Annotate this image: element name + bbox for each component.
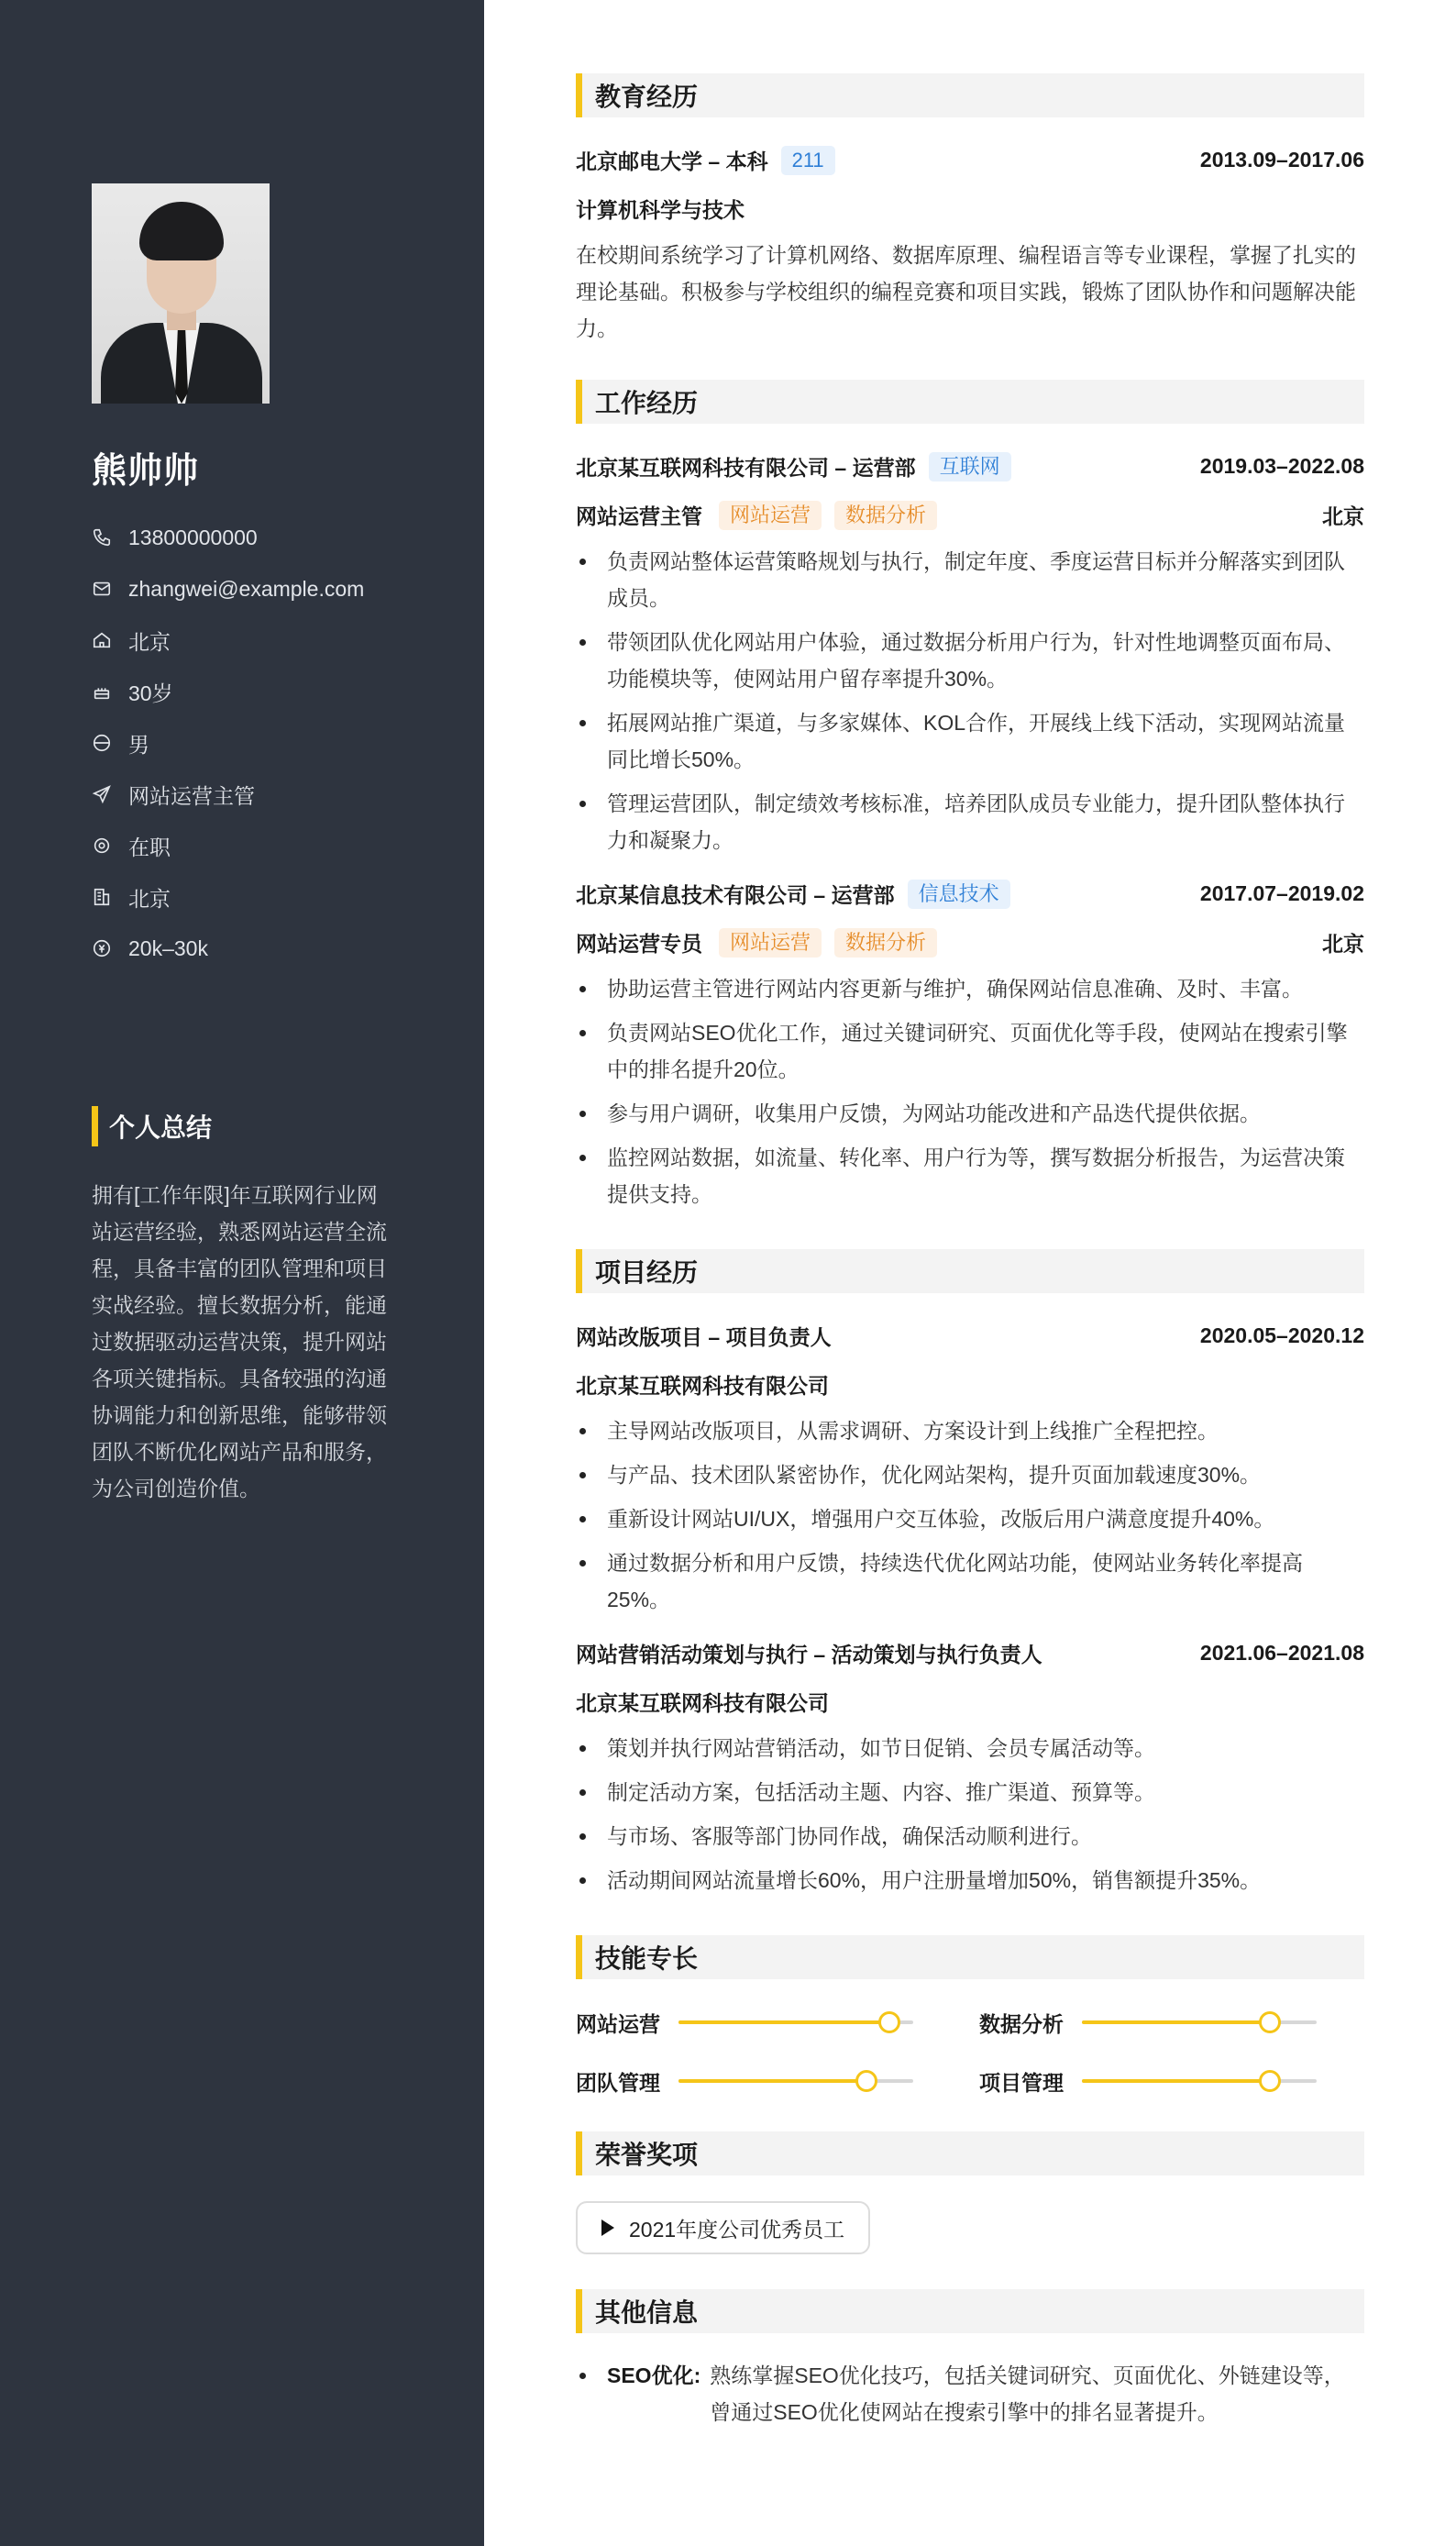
industry-tag: 互联网 (929, 452, 1011, 482)
info-email: zhangwei@example.com (92, 563, 364, 614)
home-icon (92, 630, 112, 650)
skill-bar (1082, 2079, 1317, 2083)
salary-icon (92, 938, 112, 958)
candidate-name: 熊帅帅 (92, 452, 200, 491)
work-entry (576, 451, 1364, 858)
section-projects-heading: 项目经历 (576, 1249, 1364, 1293)
avatar-photo (92, 183, 270, 404)
contact-info-list (92, 512, 364, 974)
skill-bar (1082, 2020, 1317, 2024)
list-item: 管理运营团队，制定绩效考核标准，培养团队成员专业能力，提升团队整体执行力和凝聚力。 (576, 785, 1364, 858)
skill-name: 团队管理 (576, 2070, 660, 2095)
work-entry (576, 879, 1364, 1212)
list-item: 协助运营主管进行网站内容更新与维护，确保网站信息准确、及时、丰富。 (576, 970, 1364, 1007)
skill-tag: 网站运营 (719, 928, 822, 958)
skill-bar (678, 2020, 913, 2024)
section-other-heading: 其他信息 (576, 2289, 1364, 2333)
skill-bar (678, 2079, 913, 2083)
other-info-key: SEO优化: (607, 2363, 701, 2387)
section-awards-heading: 荣誉奖项 (576, 2131, 1364, 2175)
list-item: 负责网站SEO优化工作，通过关键词研究、页面优化等手段，使网站在搜索引擎中的排名提升20位。 (576, 1014, 1364, 1088)
info-location: 北京 (92, 614, 364, 666)
skill-knob (1259, 2070, 1281, 2092)
skills-grid (576, 2007, 1364, 2097)
gender-icon (92, 733, 112, 753)
send-icon (92, 784, 112, 804)
list-item: 策划并执行网站营销活动，如节日促销、会员专属活动等。 (576, 1730, 1364, 1766)
project-date: 2020.05–2020.12 (1199, 1323, 1364, 1347)
other-info-text: 熟练掌握SEO优化技巧，包括关键词研究、页面优化、外链建设等，曾通过SEO优化使网站在搜索引擎中的排名显著提升。 (710, 2363, 1345, 2424)
job-position: 网站运营主管 (576, 504, 702, 528)
skill-name: 网站运营 (576, 2011, 660, 2036)
skill-knob (1259, 2011, 1281, 2033)
building-icon (92, 887, 112, 907)
accent-bar (576, 2289, 582, 2333)
skill-name: 数据分析 (979, 2011, 1064, 2036)
list-item: 监控网站数据，如流量、转化率、用户行为等，撰写数据分析报告，为运营决策提供支持。 (576, 1139, 1364, 1212)
skill-tag: 数据分析 (834, 928, 937, 958)
list-item: 通过数据分析和用户反馈，持续迭代优化网站功能，使网站业务转化率提高25%。 (576, 1544, 1364, 1618)
skill-item (576, 2065, 979, 2097)
project-bullets (576, 1730, 1364, 1898)
accent-bar (576, 73, 582, 117)
work-date: 2017.07–2019.02 (1199, 881, 1364, 905)
company-name: 北京某互联网科技有限公司 – 运营部 (576, 456, 916, 480)
info-gender: 男 (92, 717, 364, 769)
phone-icon (92, 527, 112, 548)
info-salary: 20k–30k (92, 923, 364, 974)
accent-bar (576, 2131, 582, 2175)
main-content (576, 73, 1364, 2430)
section-skills-heading: 技能专长 (576, 1935, 1364, 1979)
summary-text: 拥有[工作年限]年互联网行业网站运营经验，熟悉网站运营全流程，具备丰富的团队管理和项目实战经验。擅长数据分析，能通过数据驱动运营决策，提升网站各项关键指标。具备较强的沟通协调能力和创新思维，能够带领团队不断优化网站产品和服务，为公司创造价值。 (92, 1183, 387, 1500)
project-date: 2021.06–2021.08 (1199, 1641, 1364, 1665)
info-phone: 13800000000 (92, 512, 364, 563)
project-company: 北京某互联网科技有限公司 (576, 1691, 829, 1715)
project-title: 网站营销活动策划与执行 – 活动策划与执行负责人 (576, 1643, 1042, 1666)
info-work-city: 北京 (92, 871, 364, 923)
other-info-item (576, 2357, 1364, 2430)
project-title: 网站改版项目 – 项目负责人 (576, 1325, 832, 1349)
accent-bar (92, 1106, 98, 1146)
skill-knob (878, 2011, 900, 2033)
major: 计算机科学与技术 (576, 198, 745, 222)
work-date: 2019.03–2022.08 (1199, 454, 1364, 478)
project-bullets (576, 1412, 1364, 1618)
list-item: 负责网站整体运营策略规划与执行，制定年度、季度运营目标并分解落实到团队成员。 (576, 543, 1364, 616)
skill-item (979, 2065, 1364, 2097)
section-education-heading: 教育经历 (576, 73, 1364, 117)
work-bullets (576, 543, 1364, 858)
accent-bar (576, 1249, 582, 1293)
award-badge: 2021年度公司优秀员工 (576, 2201, 870, 2254)
list-item: 参与用户调研，收集用户反馈，为网站功能改进和产品迭代提供依据。 (576, 1095, 1364, 1132)
project-entry (576, 1638, 1364, 1898)
list-item: 与产品、技术团队紧密协作，优化网站架构，提升页面加载速度30%。 (576, 1456, 1364, 1493)
list-item: 主导网站改版项目，从需求调研、方案设计到上线推广全程把控。 (576, 1412, 1364, 1449)
cake-icon (92, 681, 112, 702)
job-city: 北京 (1322, 932, 1364, 956)
skill-knob (855, 2070, 877, 2092)
skill-item (576, 2007, 979, 2038)
education-entry-header (576, 145, 1364, 175)
job-city: 北京 (1322, 504, 1364, 528)
education-date: 2013.09–2017.06 (1199, 148, 1364, 172)
accent-bar (576, 1935, 582, 1979)
sidebar (0, 0, 484, 2546)
job-position: 网站运营专员 (576, 932, 702, 956)
info-status: 在职 (92, 820, 364, 871)
list-item: 与市场、客服等部门协同作战，确保活动顺利进行。 (576, 1818, 1364, 1854)
company-name: 北京某信息技术有限公司 – 运营部 (576, 883, 895, 907)
mail-icon (92, 579, 112, 599)
section-work-heading: 工作经历 (576, 380, 1364, 424)
work-bullets (576, 970, 1364, 1212)
list-item: 重新设计网站UI/UX，增强用户交互体验，改版后用户满意度提升40%。 (576, 1500, 1364, 1537)
project-company: 北京某互联网科技有限公司 (576, 1374, 829, 1398)
list-item: 带领团队优化网站用户体验，通过数据分析用户行为，针对性地调整页面布局、功能模块等，使网站用户留存率提升30%。 (576, 624, 1364, 697)
info-age: 30岁 (92, 666, 364, 717)
list-item: 拓展网站推广渠道，与多家媒体、KOL合作，开展线上线下活动，实现网站流量同比增长50%。 (576, 704, 1364, 778)
skill-tag: 数据分析 (834, 501, 937, 530)
project-entry (576, 1321, 1364, 1618)
school-name: 北京邮电大学 – 本科 (576, 149, 768, 173)
info-position: 网站运营主管 (92, 769, 364, 820)
status-icon (92, 836, 112, 856)
play-icon (601, 2219, 614, 2236)
list-item: 活动期间网站流量增长60%，用户注册量增加50%，销售额提升35%。 (576, 1862, 1364, 1898)
summary-heading: 个人总结 (92, 1106, 212, 1146)
education-description: 在校期间系统学习了计算机网络、数据库原理、编程语言等专业课程，掌握了扎实的理论基础。积极参与学校组织的编程竞赛和项目实践，锻炼了团队协作和问题解决能力。 (576, 243, 1356, 340)
school-tag: 211 (781, 146, 835, 175)
accent-bar (576, 380, 582, 424)
skill-item (979, 2007, 1364, 2038)
skill-name: 项目管理 (979, 2070, 1064, 2095)
skill-tag: 网站运营 (719, 501, 822, 530)
industry-tag: 信息技术 (908, 880, 1010, 909)
list-item: 制定活动方案，包括活动主题、内容、推广渠道、预算等。 (576, 1774, 1364, 1810)
